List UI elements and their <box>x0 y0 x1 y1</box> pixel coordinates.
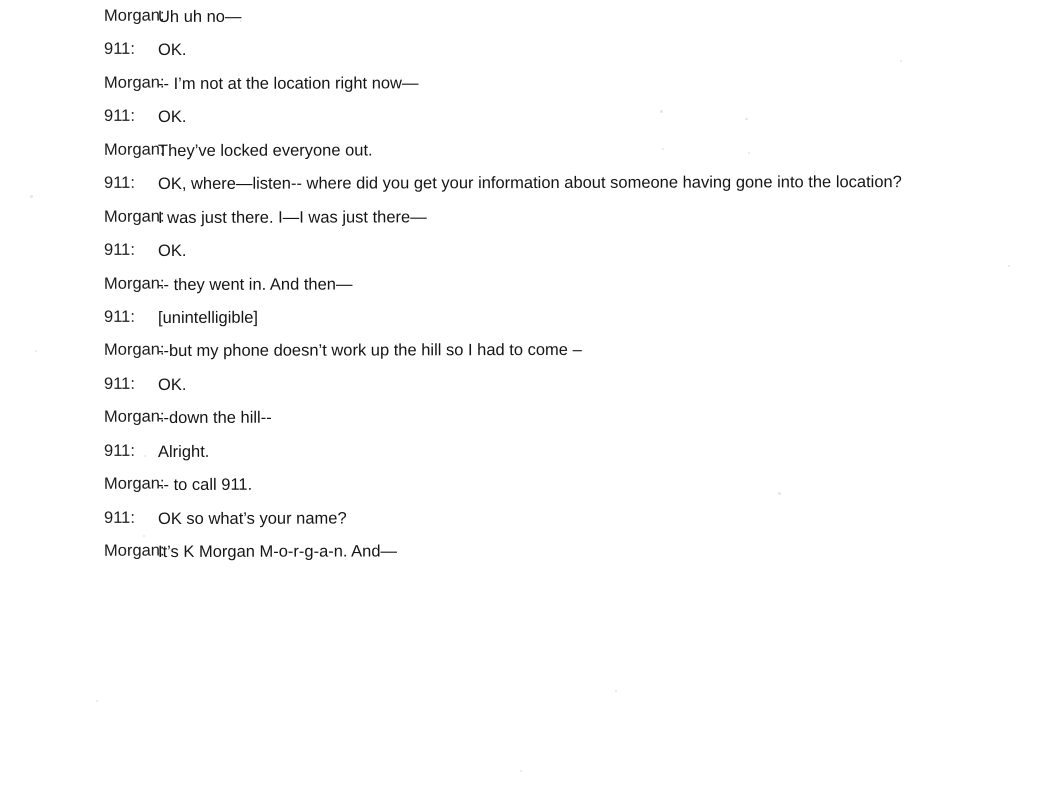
utterance-text: --down the hill-- <box>157 408 272 428</box>
speaker-label: Morgan: <box>103 340 165 360</box>
utterance-text: -- they went in. And then— <box>157 274 353 294</box>
utterance-text: Uh uh no— <box>157 7 242 26</box>
utterance-text: OK. <box>157 375 187 394</box>
transcript-turn <box>0 541 1051 563</box>
speaker-label: Morgan: <box>103 207 165 226</box>
speaker-label: 911: <box>103 508 135 527</box>
transcript-turn <box>0 6 1051 28</box>
utterance-text: OK so what’s your name? <box>157 509 347 528</box>
speaker-label: Morgan: <box>103 474 165 493</box>
transcript-turn <box>0 140 1051 162</box>
transcript-turn <box>0 207 1051 229</box>
transcript-turn <box>0 307 1051 329</box>
speaker-label: 911: <box>103 441 135 460</box>
utterance-text: OK. <box>157 241 187 261</box>
speaker-label: Morgan: <box>103 407 165 427</box>
transcript-turn <box>0 340 1051 362</box>
transcript-turn <box>0 73 1051 95</box>
transcript-turn <box>0 274 1051 296</box>
transcript-turn <box>0 240 1051 262</box>
utterance-text: -- to call 911. <box>157 475 253 495</box>
speaker-label: Morgan: <box>103 541 165 560</box>
speaker-label: Morgan: <box>103 140 165 159</box>
speaker-label: Morgan: <box>103 273 165 293</box>
speaker-label: 911: <box>103 374 135 393</box>
speaker-label: Morgan: <box>103 6 165 25</box>
transcript-turn <box>0 39 1051 61</box>
utterance-text: I was just there. I—I was just there— <box>157 207 427 227</box>
transcript-turn <box>0 106 1051 128</box>
transcript-turn <box>0 474 1051 496</box>
speaker-label: 911: <box>103 307 135 326</box>
transcript-turn <box>0 374 1051 396</box>
scan-speck <box>520 770 522 772</box>
speaker-label: 911: <box>103 40 135 59</box>
utterance-text: It’s K Morgan M-o-r-g-a-n. And— <box>157 542 398 561</box>
speaker-label: 911: <box>103 240 135 259</box>
transcript-turn <box>0 508 1051 530</box>
utterance-text: -- I’m not at the location right now— <box>157 74 419 93</box>
transcript-turn <box>0 173 1051 195</box>
transcript-turn <box>0 407 1051 429</box>
utterance-text: --but my phone doesn’t work up the hill so I had to come – <box>157 341 582 361</box>
scan-speck <box>96 700 98 702</box>
utterance-text: [unintelligible] <box>157 308 259 327</box>
speaker-label: 911: <box>103 107 135 126</box>
speaker-label: Morgan: <box>103 73 165 92</box>
utterance-text: They’ve locked everyone out. <box>157 141 373 160</box>
utterance-text: OK. <box>157 41 187 60</box>
transcript-turn <box>0 441 1051 463</box>
utterance-text: Alright. <box>157 442 210 461</box>
utterance-text: OK. <box>157 108 187 127</box>
scan-speck <box>615 690 617 692</box>
speaker-label: 911: <box>103 173 135 193</box>
utterance-text: OK, where—listen-- where did you get your information about someone having gone into the location? <box>157 173 902 194</box>
